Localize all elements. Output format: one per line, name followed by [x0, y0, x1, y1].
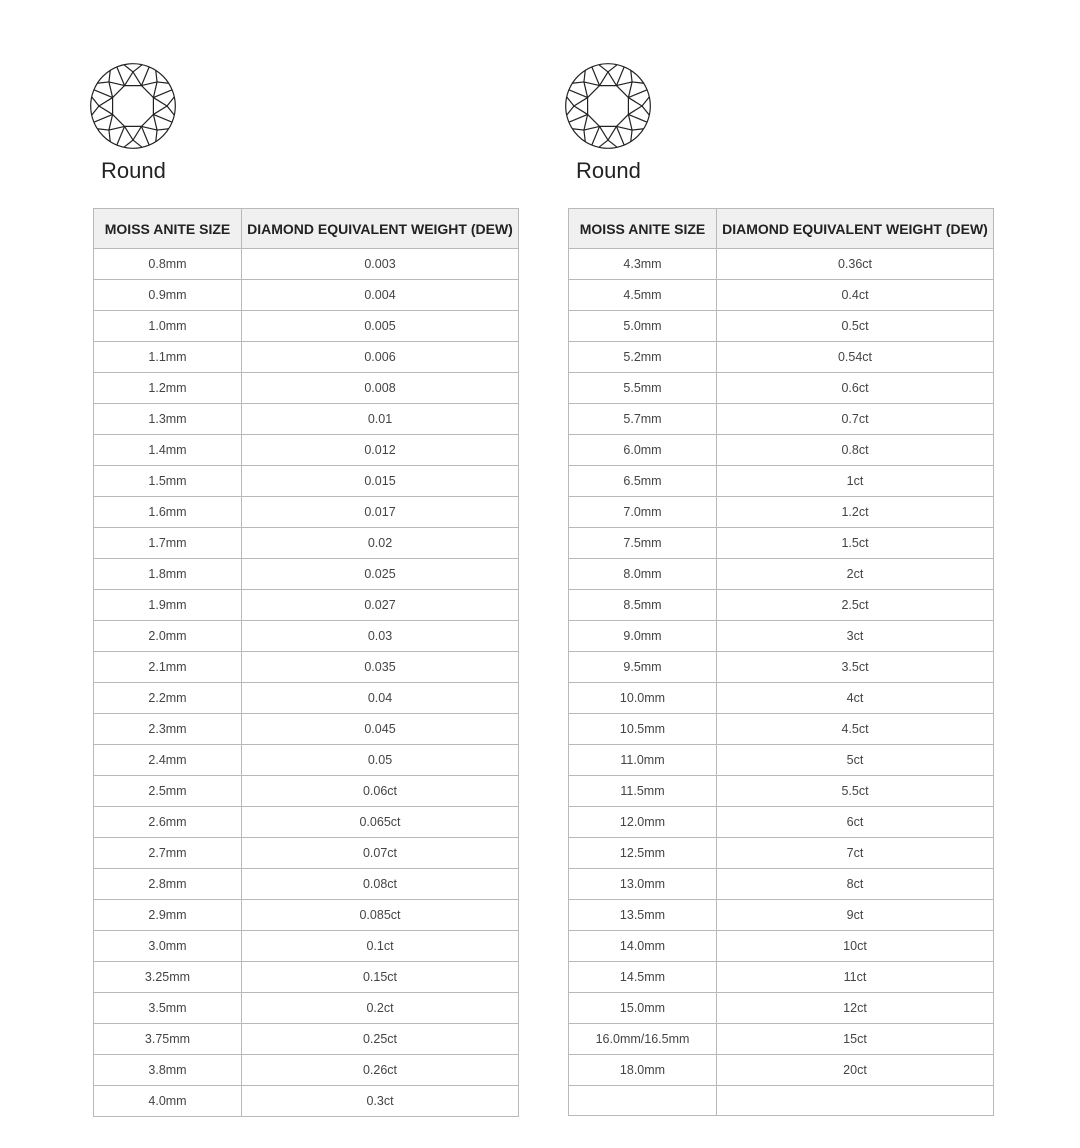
table-row — [569, 745, 994, 776]
round-diamond-icon — [562, 60, 654, 152]
moissanite-size-cell: 5.2mm — [569, 342, 717, 373]
moissanite-size-cell: 2.5mm — [94, 776, 242, 807]
dew-cell: 0.2ct — [242, 993, 519, 1024]
moissanite-size-cell: 2.0mm — [94, 621, 242, 652]
gem-facet-line — [628, 114, 647, 122]
gem-facet-line — [608, 140, 617, 147]
moissanite-size-cell: 3.8mm — [94, 1055, 242, 1086]
moissanite-size-cell: 2.7mm — [94, 838, 242, 869]
gem-facet-line — [141, 126, 149, 145]
gem-facet-line — [599, 65, 608, 72]
dew-cell: 0.15ct — [242, 962, 519, 993]
moissanite-size-cell: 1.7mm — [94, 528, 242, 559]
moissanite-size-table — [93, 208, 519, 1117]
table-row — [94, 838, 519, 869]
dew-cell: 1ct — [717, 466, 994, 497]
moissanite-size-cell: 5.0mm — [569, 311, 717, 342]
dew-cell: 0.36ct — [717, 249, 994, 280]
dew-cell: 0.005 — [242, 311, 519, 342]
dew-cell: 0.7ct — [717, 404, 994, 435]
table-row — [94, 590, 519, 621]
table-row — [569, 931, 994, 962]
table-row — [569, 807, 994, 838]
table-row — [94, 683, 519, 714]
gem-facet-line — [124, 65, 133, 72]
dew-cell: 1.5ct — [717, 528, 994, 559]
dew-cell: 0.008 — [242, 373, 519, 404]
table-row — [94, 1055, 519, 1086]
gem-facet-line — [567, 106, 574, 115]
moissanite-size-cell: 16.0mm/16.5mm — [569, 1024, 717, 1055]
moissanite-size-cell: 2.8mm — [94, 869, 242, 900]
gem-facet-line — [117, 67, 125, 86]
gem-facet-line — [631, 130, 632, 142]
column-header-dew: DIAMOND EQUIVALENT WEIGHT (DEW) — [717, 209, 994, 249]
moissanite-size-cell: 1.9mm — [94, 590, 242, 621]
dew-cell: 3.5ct — [717, 652, 994, 683]
gem-facet-line — [569, 114, 588, 122]
table-row — [94, 621, 519, 652]
gem-facet-line — [124, 140, 133, 147]
gem-facet-line — [642, 97, 649, 106]
gem-facet-line — [608, 65, 617, 72]
table-row — [94, 249, 519, 280]
moissanite-size-cell: 2.9mm — [94, 900, 242, 931]
gem-facet-line — [113, 86, 154, 127]
moissanite-size-cell: 2.2mm — [94, 683, 242, 714]
gem-facet-line — [109, 130, 110, 142]
table-header-row — [94, 209, 519, 249]
gem-facet-line — [141, 67, 149, 86]
table-row — [94, 776, 519, 807]
dew-cell: 0.26ct — [242, 1055, 519, 1086]
gem-facet-line — [92, 97, 99, 106]
dew-cell: 5ct — [717, 745, 994, 776]
moissanite-size-cell: 9.0mm — [569, 621, 717, 652]
table-row — [569, 342, 994, 373]
dew-cell: 7ct — [717, 838, 994, 869]
dew-cell: 0.05 — [242, 745, 519, 776]
table-row — [569, 652, 994, 683]
dew-cell: 0.065ct — [242, 807, 519, 838]
shape-label: Round — [576, 158, 641, 183]
moissanite-size-cell: 10.0mm — [569, 683, 717, 714]
table-row — [94, 342, 519, 373]
moissanite-size-cell: 11.0mm — [569, 745, 717, 776]
dew-cell: 1.2ct — [717, 497, 994, 528]
gem-facet-line — [157, 82, 169, 83]
moissanite-size-cell: 2.4mm — [94, 745, 242, 776]
table-header-row — [569, 209, 994, 249]
dew-cell: 20ct — [717, 1055, 994, 1086]
table-row — [94, 404, 519, 435]
moissanite-size-cell: 14.5mm — [569, 962, 717, 993]
moissanite-size-cell: 2.1mm — [94, 652, 242, 683]
shape-label: Round — [101, 158, 166, 183]
moissanite-size-cell: 13.5mm — [569, 900, 717, 931]
dew-cell: 0.012 — [242, 435, 519, 466]
dew-cell: 0.045 — [242, 714, 519, 745]
dew-cell: 8ct — [717, 869, 994, 900]
dew-cell: 6ct — [717, 807, 994, 838]
table-row — [569, 776, 994, 807]
dew-cell: 0.54ct — [717, 342, 994, 373]
dew-cell: 10ct — [717, 931, 994, 962]
table-row — [569, 373, 994, 404]
moissanite-size-cell: 1.3mm — [94, 404, 242, 435]
moissanite-size-cell: 7.5mm — [569, 528, 717, 559]
moissanite-size-cell: 8.0mm — [569, 559, 717, 590]
gem-facet-line — [94, 114, 113, 122]
moissanite-size-cell: 4.5mm — [569, 280, 717, 311]
gem-facet-line — [569, 90, 588, 98]
gem-facet-line — [97, 129, 109, 130]
table-row — [569, 435, 994, 466]
gem-facet-line — [631, 70, 632, 82]
gem-facet-line — [99, 72, 167, 140]
gem-facet-line — [97, 82, 109, 83]
dew-cell: 0.4ct — [717, 280, 994, 311]
gem-facet-line — [616, 67, 624, 86]
dew-cell: 4.5ct — [717, 714, 994, 745]
moissanite-size-cell: 11.5mm — [569, 776, 717, 807]
table-row — [94, 869, 519, 900]
dew-cell: 0.035 — [242, 652, 519, 683]
moissanite-size-cell: 12.0mm — [569, 807, 717, 838]
table-row — [569, 311, 994, 342]
gem-facet-line — [592, 67, 600, 86]
dew-cell: 0.04 — [242, 683, 519, 714]
table-row — [569, 714, 994, 745]
dew-cell: 0.5ct — [717, 311, 994, 342]
column-header-size: MOISS ANITE SIZE — [94, 209, 242, 249]
gem-facet-line — [109, 70, 110, 82]
table-row — [569, 590, 994, 621]
table-row — [94, 559, 519, 590]
gem-facet-line — [599, 140, 608, 147]
moissanite-size-cell: 6.0mm — [569, 435, 717, 466]
table-row — [569, 900, 994, 931]
gem-facet-line — [628, 90, 647, 98]
moissanite-size-cell: 5.5mm — [569, 373, 717, 404]
moissanite-size-cell: 18.0mm — [569, 1055, 717, 1086]
gem-facet-line — [588, 86, 629, 127]
table-row — [94, 466, 519, 497]
moissanite-size-cell: 8.5mm — [569, 590, 717, 621]
moissanite-size-cell: 4.0mm — [94, 1086, 242, 1117]
table-row — [569, 497, 994, 528]
gem-facet-line — [616, 126, 624, 145]
moissanite-size-cell: 6.5mm — [569, 466, 717, 497]
dew-cell: 0.07ct — [242, 838, 519, 869]
moissanite-size-cell: 5.7mm — [569, 404, 717, 435]
moissanite-size-table — [568, 208, 994, 1116]
table-row — [94, 962, 519, 993]
moissanite-size-cell: 12.5mm — [569, 838, 717, 869]
gem-facet-line — [153, 90, 172, 98]
table-row — [569, 404, 994, 435]
table-row — [569, 1024, 994, 1055]
column-header-size: MOISS ANITE SIZE — [569, 209, 717, 249]
moissanite-size-cell: 1.2mm — [94, 373, 242, 404]
dew-cell: 5.5ct — [717, 776, 994, 807]
gem-facet-line — [632, 129, 644, 130]
table-row — [569, 869, 994, 900]
table-row — [569, 466, 994, 497]
table-row — [94, 280, 519, 311]
gem-facet-line — [133, 140, 142, 147]
dew-cell: 15ct — [717, 1024, 994, 1055]
dew-cell: 3ct — [717, 621, 994, 652]
moissanite-size-cell: 4.3mm — [569, 249, 717, 280]
dew-cell: 0.025 — [242, 559, 519, 590]
moissanite-size-cell: 3.0mm — [94, 931, 242, 962]
table-row — [569, 249, 994, 280]
moissanite-size-cell: 2.6mm — [94, 807, 242, 838]
moissanite-size-cell: 1.4mm — [94, 435, 242, 466]
table-row — [94, 900, 519, 931]
round-diamond-icon — [87, 60, 179, 152]
gem-facet-line — [156, 70, 157, 82]
table-row — [94, 1086, 519, 1117]
moissanite-size-cell: 0.8mm — [94, 249, 242, 280]
table-row — [569, 993, 994, 1024]
dew-cell: 12ct — [717, 993, 994, 1024]
table-row — [569, 528, 994, 559]
table-row — [569, 683, 994, 714]
dew-cell: 0.03 — [242, 621, 519, 652]
dew-cell: 0.003 — [242, 249, 519, 280]
dew-cell: 0.015 — [242, 466, 519, 497]
gem-facet-line — [584, 70, 585, 82]
dew-cell: 0.6ct — [717, 373, 994, 404]
table-row — [569, 621, 994, 652]
gem-facet-line — [157, 129, 169, 130]
gem-facet-line — [566, 64, 651, 149]
dew-cell: 0.027 — [242, 590, 519, 621]
gem-facet-line — [632, 82, 644, 83]
column-header-dew: DIAMOND EQUIVALENT WEIGHT (DEW) — [242, 209, 519, 249]
table-row — [569, 962, 994, 993]
gem-facet-line — [91, 64, 176, 149]
moissanite-size-cell: 9.5mm — [569, 652, 717, 683]
dew-cell: 9ct — [717, 900, 994, 931]
moissanite-size-cell: 1.0mm — [94, 311, 242, 342]
gem-facet-line — [584, 130, 585, 142]
gem-facet-line — [167, 106, 174, 115]
moissanite-size-cell: 1.1mm — [94, 342, 242, 373]
moissanite-size-cell: 7.0mm — [569, 497, 717, 528]
table-row — [569, 280, 994, 311]
dew-cell: 0.06ct — [242, 776, 519, 807]
table-row — [94, 745, 519, 776]
moissanite-size-cell: 1.5mm — [94, 466, 242, 497]
table-row — [94, 1024, 519, 1055]
dew-cell: 0.017 — [242, 497, 519, 528]
moissanite-size-cell: 0.9mm — [94, 280, 242, 311]
table-row — [94, 435, 519, 466]
gem-facet-line — [592, 126, 600, 145]
gem-facet-line — [153, 114, 172, 122]
dew-cell: 0.01 — [242, 404, 519, 435]
moissanite-size-cell: 14.0mm — [569, 931, 717, 962]
table-row — [94, 373, 519, 404]
moissanite-size-cell: 15.0mm — [569, 993, 717, 1024]
gem-facet-line — [117, 126, 125, 145]
dew-cell: 2.5ct — [717, 590, 994, 621]
table-row — [94, 993, 519, 1024]
gem-facet-line — [567, 97, 574, 106]
table-row — [569, 838, 994, 869]
table-row — [94, 931, 519, 962]
dew-cell: 0.25ct — [242, 1024, 519, 1055]
moissanite-size-cell: 3.75mm — [94, 1024, 242, 1055]
table-row — [569, 559, 994, 590]
dew-cell: 2ct — [717, 559, 994, 590]
gem-facet-line — [156, 130, 157, 142]
dew-cell: 0.02 — [242, 528, 519, 559]
dew-cell: 0.085ct — [242, 900, 519, 931]
dew-cell: 11ct — [717, 962, 994, 993]
dew-cell: 4ct — [717, 683, 994, 714]
moissanite-size-cell: 13.0mm — [569, 869, 717, 900]
dew-cell: 0.3ct — [242, 1086, 519, 1117]
gem-facet-line — [642, 106, 649, 115]
dew-cell: 0.006 — [242, 342, 519, 373]
table-row — [94, 807, 519, 838]
table-row — [94, 528, 519, 559]
gem-facet-line — [572, 82, 584, 83]
moissanite-size-cell: 1.8mm — [94, 559, 242, 590]
empty-table-row — [569, 1086, 994, 1116]
dew-cell: 0.8ct — [717, 435, 994, 466]
moissanite-size-cell: 10.5mm — [569, 714, 717, 745]
moissanite-size-cell: 3.25mm — [94, 962, 242, 993]
table-row — [94, 311, 519, 342]
empty-cell — [717, 1086, 994, 1116]
dew-cell: 0.1ct — [242, 931, 519, 962]
dew-cell: 0.08ct — [242, 869, 519, 900]
gem-facet-line — [94, 90, 113, 98]
gem-facet-line — [92, 106, 99, 115]
gem-facet-line — [572, 129, 584, 130]
moissanite-size-cell: 3.5mm — [94, 993, 242, 1024]
moissanite-size-cell: 2.3mm — [94, 714, 242, 745]
empty-cell — [569, 1086, 717, 1116]
moissanite-size-cell: 1.6mm — [94, 497, 242, 528]
dew-cell: 0.004 — [242, 280, 519, 311]
gem-facet-line — [574, 72, 642, 140]
gem-facet-line — [167, 97, 174, 106]
gem-facet-line — [133, 65, 142, 72]
table-row — [94, 714, 519, 745]
table-row — [94, 497, 519, 528]
table-row — [94, 652, 519, 683]
table-row — [569, 1055, 994, 1086]
